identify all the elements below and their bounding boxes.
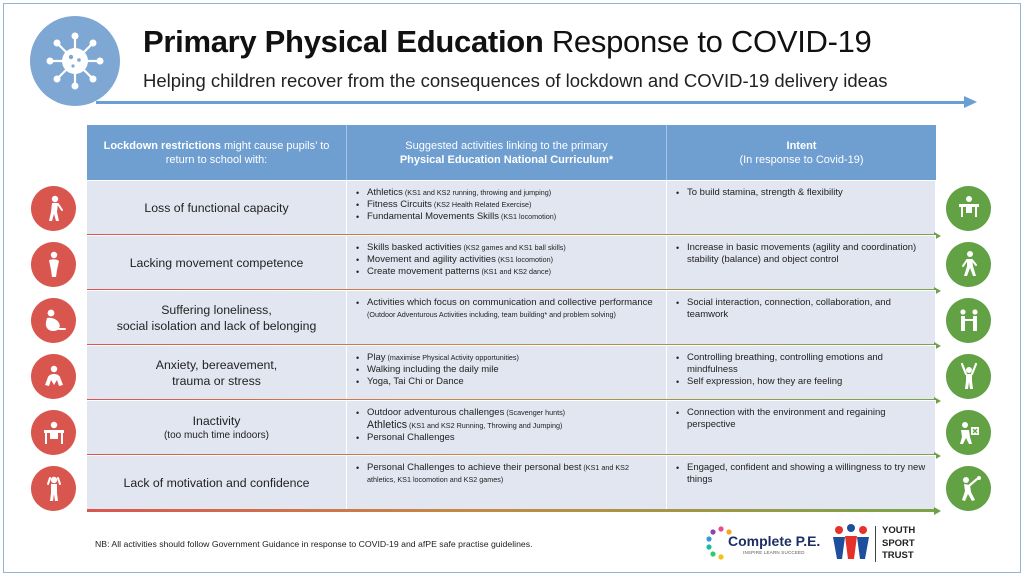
header-restrictions-bold: Lockdown restrictions: [103, 139, 221, 152]
activity-item: [355, 297, 658, 321]
activity-item: [355, 462, 658, 486]
activity-name: Personal Challenges: [367, 432, 455, 444]
problem-cell: [87, 291, 347, 345]
problem-subtext: (too much time indoors): [163, 430, 270, 441]
activity-item: [355, 376, 658, 388]
problem-text: Inactivity: [192, 414, 241, 428]
activity-item: [355, 199, 658, 211]
problem-text: Anxiety, bereavement,: [155, 358, 278, 372]
header-activities-line1: Suggested activities linking to the primary: [405, 139, 608, 152]
table-row: [87, 455, 936, 510]
activity-name: Movement and agility activities: [367, 254, 496, 266]
activity-detail: (maximise Physical Activity opportunities): [385, 353, 519, 362]
header-activities-line2: Physical Education National Curriculum*: [399, 153, 614, 166]
table-row: [87, 235, 936, 290]
virus-icon: [30, 16, 120, 106]
title-bold: Primary Physical Education: [143, 24, 544, 59]
sitting-head-in-hands-icon: [31, 354, 76, 399]
activity-item: [355, 419, 658, 432]
header-cell-restrictions: [87, 125, 347, 180]
activities-cell: [347, 236, 667, 290]
problem-cell: [87, 401, 347, 455]
yst-line-3: TRUST: [882, 550, 914, 561]
activity-name: Athletics: [367, 419, 408, 432]
problem-cell: [87, 346, 347, 400]
hunched-person-icon: [31, 242, 76, 287]
intent-item: • Increase in basic movements (agility and coordination) stability (balance) and object control: [675, 242, 927, 266]
table-body: [87, 180, 936, 510]
curled-up-person-icon: [31, 298, 76, 343]
header-arrow-head: [964, 96, 977, 108]
activity-name: Walking including the daily mile: [367, 364, 499, 376]
activity-item: [355, 407, 658, 419]
activity-detail: (KS1 and KS2 Running, Throwing and Jumping): [407, 421, 563, 431]
activity-item: [355, 266, 658, 278]
people-holding-hands-icon: [946, 298, 991, 343]
activity-item: [355, 432, 658, 444]
intent-cell: [667, 291, 936, 345]
activity-name: Fitness Circuits: [367, 199, 432, 211]
intent-cell: [667, 181, 936, 235]
yst-line-1: YOUTH: [882, 525, 916, 536]
activities-cell: [347, 291, 667, 345]
youth-sport-trust-divider: [875, 526, 876, 562]
activity-detail: (KS1 and KS2 dance): [479, 267, 552, 277]
curriculum-table: [87, 125, 936, 510]
activity-detail: (KS1 locomotion): [499, 212, 557, 222]
activity-detail: (KS2 Health Related Exercise): [431, 200, 532, 210]
problem-cell: [87, 236, 347, 290]
problem-text-line2: social isolation and lack of belonging: [116, 319, 317, 333]
activity-item: [355, 352, 658, 364]
arms-raised-person-icon: [946, 354, 991, 399]
intent-item: • Social interaction, connection, collaboration, and teamwork: [675, 297, 927, 321]
activity-name: Fundamental Movements Skills: [367, 211, 499, 223]
yst-line-2: SPORT: [882, 537, 915, 549]
activity-item: [355, 187, 658, 199]
activity-name: Personal Challenges to achieve their personal best: [367, 462, 582, 473]
activity-name: Create movement patterns: [367, 266, 480, 278]
table-row: [87, 400, 936, 455]
activity-item: [355, 364, 658, 376]
intent-cell: [667, 456, 936, 510]
youth-sport-trust-text: [882, 525, 915, 563]
activity-name: Outdoor adventurous challenges: [367, 407, 505, 418]
person-at-desk-icon: [31, 410, 76, 455]
bench-exercise-icon: [946, 186, 991, 231]
youth-sport-trust-logo: [830, 520, 930, 566]
header-cell-intent: [667, 125, 936, 180]
row-arrow-head: [934, 507, 941, 515]
header-arrow-line: [96, 101, 968, 104]
complete-pe-logo: [703, 522, 825, 562]
activities-cell: [347, 346, 667, 400]
activity-item: [355, 211, 658, 223]
intent-cell: [667, 401, 936, 455]
complete-pe-tagline: INSPIRE LEARN SUCCEED: [743, 550, 805, 555]
problem-text: Suffering loneliness,: [161, 303, 272, 317]
title-rest: Response to COVID-19: [543, 24, 872, 59]
activity-detail: (KS2 games and KS1 ball skills): [461, 243, 566, 252]
activity-detail: (KS1 and KS2 athletics, KS1 locomotion and KS2 games): [367, 463, 629, 485]
intent-item: • Connection with the environment and regaining perspective: [675, 407, 927, 431]
page-title: [143, 24, 872, 60]
youth-sport-trust-mark-icon: [830, 523, 872, 563]
activity-name: Athletics: [367, 187, 403, 198]
table-row: [87, 345, 936, 400]
intent-item: • Controlling breathing, controlling emotions and mindfulness: [675, 352, 927, 376]
activities-cell: [347, 456, 667, 510]
activity-name: Play: [367, 352, 386, 363]
problem-text-line2: trauma or stress: [172, 374, 261, 388]
row-progress-line: [87, 509, 936, 512]
table-row: [87, 290, 936, 345]
walking-person-icon: [946, 242, 991, 287]
activity-name: Activities which focus on communication and collective performance: [367, 297, 653, 308]
table-row: [87, 180, 936, 235]
activity-item: [355, 254, 658, 266]
intent-item: • Self expression, how they are feeling: [675, 376, 927, 388]
header-cell-activities: [347, 125, 667, 180]
problem-text: Lack of motivation and confidence: [123, 476, 310, 490]
throwing-person-icon: [946, 466, 991, 511]
activity-name: Yoga, Tai Chi or Dance: [367, 376, 464, 388]
problem-cell: [87, 181, 347, 235]
activity-item: [355, 242, 658, 254]
activities-cell: [347, 401, 667, 455]
activity-detail: (Scavenger hunts): [504, 408, 566, 417]
activity-detail: (KS1 locomotion): [495, 255, 553, 265]
intent-cell: [667, 346, 936, 400]
page-subtitle: Helping children recover from the consequences of lockdown and COVID-19 delivery ideas: [143, 70, 888, 91]
slumped-person-icon: [31, 186, 76, 231]
hands-on-head-person-icon: [31, 466, 76, 511]
header-restrictions-rest: might cause pupils’ to return to school with:: [165, 139, 330, 166]
header-intent-line1: Intent: [786, 139, 817, 152]
activity-name: Skills basked activities: [367, 242, 462, 253]
problem-text: Lacking movement competence: [129, 256, 304, 270]
activities-cell: [347, 181, 667, 235]
intent-item: • To build stamina, strength & flexibility: [675, 187, 927, 199]
table-header: [87, 125, 936, 180]
intent-cell: [667, 236, 936, 290]
header-intent-line2: (In response to Covid-19): [739, 153, 864, 166]
footnote: NB: All activities should follow Government Guidance in response to COVID-19 and afPE safe practise guidelines.: [95, 539, 533, 549]
activity-detail: (KS1 and KS2 running, throwing and jumping): [402, 188, 552, 197]
complete-pe-name: Complete P.E.: [728, 533, 821, 549]
problem-text: Loss of functional capacity: [144, 201, 289, 215]
problem-cell: [87, 456, 347, 510]
virus-badge: [30, 16, 120, 106]
activity-detail: (Outdoor Adventurous Activities including, team building* and problem solving): [367, 310, 616, 320]
person-with-map-icon: [946, 410, 991, 455]
intent-item: • Engaged, confident and showing a willingness to try new things: [675, 462, 927, 486]
